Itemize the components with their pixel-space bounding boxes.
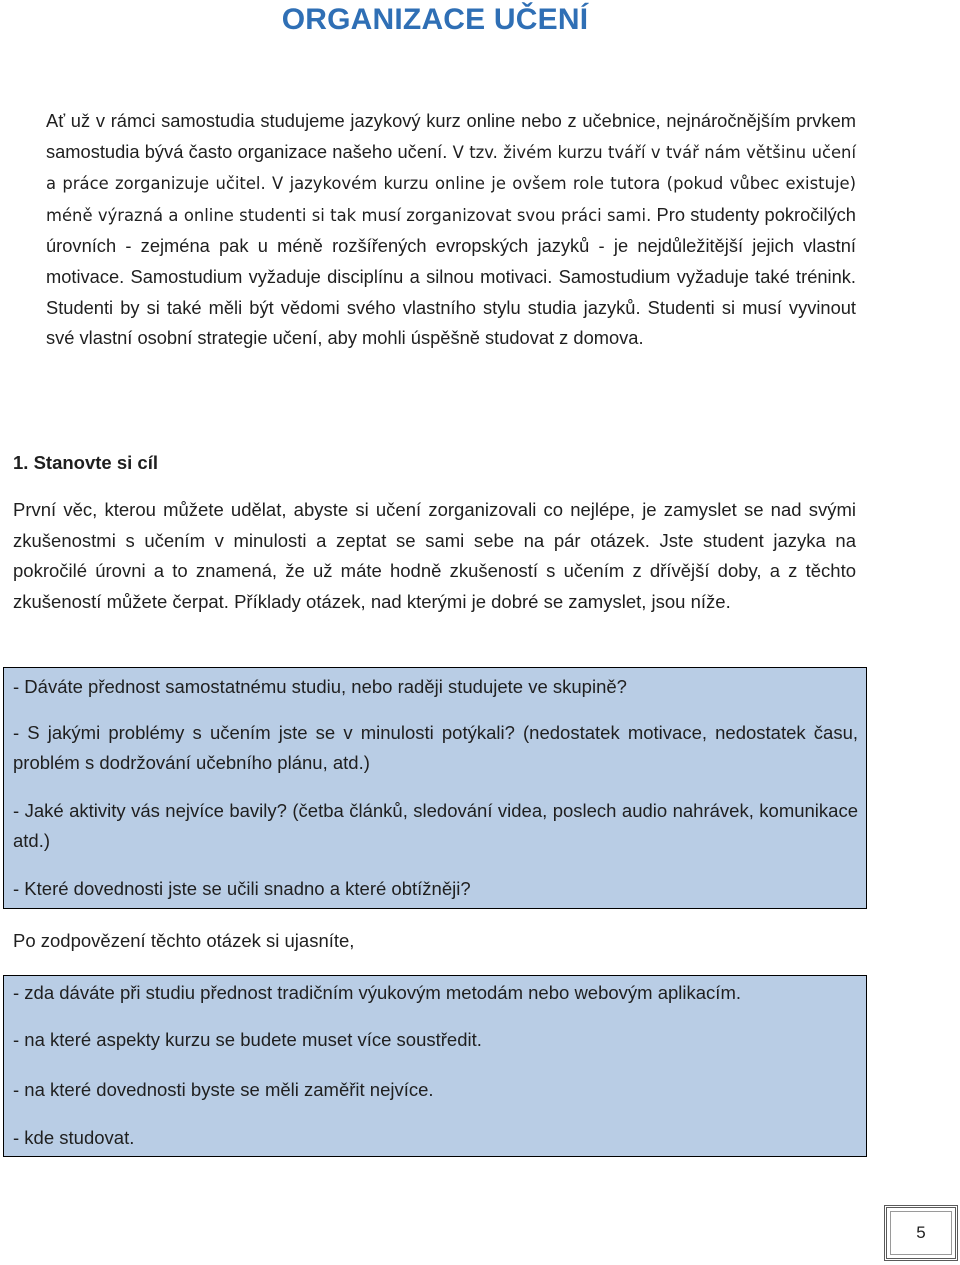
question-item: - Které dovednosti jste se učili snadno a které obtížněji? [13,878,471,899]
clarification-item: - zda dáváte při studiu přednost tradičním výukovým metodám nebo webovým aplikacím. [13,982,741,1003]
intro-part-1: Ať už v rámci samostudia studujeme jazykový kurz online nebo z učebnice, nejnáročnějším prvkem samostudia bývá často organizace našeho učení. [46,110,856,162]
paragraph-reflect: První věc, kterou můžete udělat, abyste si učení zorganizovali co nejlépe, je zamyslet se nad svými zkušenostmi s učením v minulosti a zeptat se sami sebe na pár otázek. Jste student jazyka na pokročilé úrovni a to znamená, že už máte hodně zkušeností s učením z dřívější doby, a z těchto zkušeností můžete čerpat. Příklady otázek, nad kterými je dobré se zamyslet, jsou níže. [13,499,856,612]
page-number-box [884,1205,958,1261]
clarification-item: - na které aspekty kurzu se budete muset více soustředit. [13,1029,482,1050]
question-item: - Dáváte přednost samostatnému studiu, nebo raději studujete ve skupině? [13,676,627,697]
questions-box [3,667,867,909]
intro-paragraph [46,106,856,354]
page-title: ORGANIZACE UČENÍ [281,3,589,36]
question-item: - S jakými problémy s učením jste se v minulosti potýkali? (nedostatek motivace, nedostatek času, problém s dodržování učebního plánu, atd.) [13,722,858,773]
intro-part-2: V tzv. živém kurzu tváří v tvář nám většinu učení a práce zorganizuje učitel. V jazykovém kurzu online je ovšem role tutora (pokud vůbec existuje) méně výrazná a online studenti si tak musí zorganizovat svou práci sami. [46,142,856,225]
question-item: - Jaké aktivity vás nejvíce bavily? (četba článků, sledování videa, poslech audio nahrávek, komunikace atd.) [13,800,858,851]
section-heading: 1. Stanovte si cíl [13,452,158,473]
clarification-item: - kde studovat. [13,1127,135,1148]
clarifications-box [3,975,867,1157]
intro-part-3: Pro studenty pokročilých úrovních - zejména pak u méně rozšířených evropských jazyků - je nejdůležitější jejich vlastní motivace. Samostudium vyžaduje disciplínu a silnou motivaci. Samostudium vyžaduje také trénink. Studenti by si také měli být vědomi svého vlastního stylu studia jazyků. Studenti si musí vyvinout své vlastní osobní strategie učení, aby mohli úspěšně studovat z domova. [46,203,856,349]
clarification-item: - na které dovednosti byste se měli zaměřit nejvíce. [13,1079,434,1100]
paragraph-clarify: Po zodpovězení těchto otázek si ujasníte, [13,930,355,951]
page-number: 5 [916,1223,926,1242]
